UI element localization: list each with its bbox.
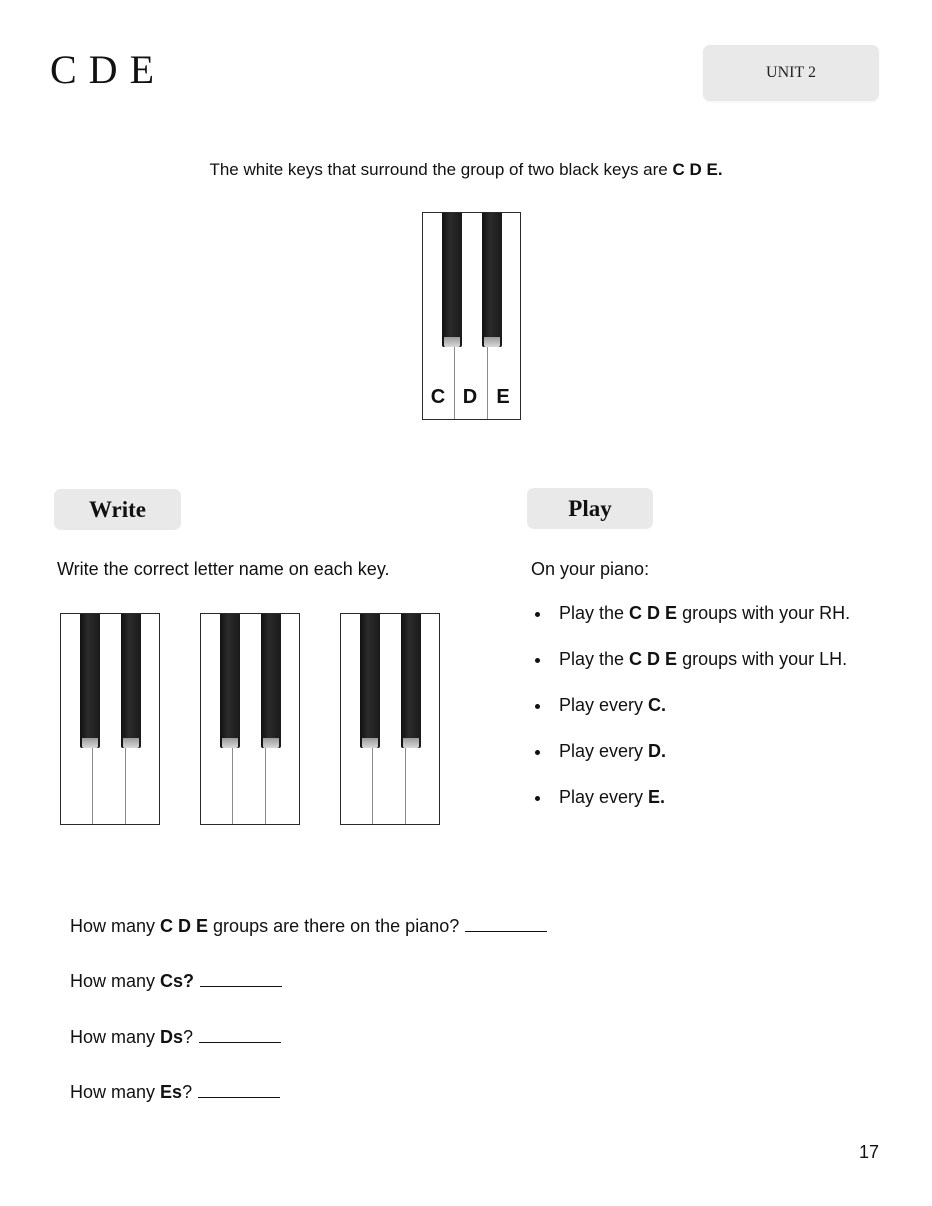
list-item-bold: D.	[648, 741, 667, 761]
list-item-text: Play the	[559, 649, 630, 669]
question-bold: Cs?	[160, 971, 195, 991]
intro-text	[0, 160, 932, 180]
question-bold: Es	[160, 1082, 183, 1102]
black-key	[220, 614, 240, 748]
key-label-e: E	[496, 386, 510, 408]
blank-keyboard-1	[60, 613, 160, 825]
list-item-bold: C D E	[629, 603, 678, 623]
page-number: 17	[859, 1142, 880, 1162]
question-text: ?	[183, 1027, 194, 1047]
key-label-c: C	[430, 386, 446, 408]
list-item-text: Play every	[559, 741, 649, 761]
question-bold: C D E	[160, 916, 209, 936]
unit-badge: UNIT 2	[703, 45, 879, 101]
intro-text-plain: The white keys that surround the group of two black keys are	[209, 160, 673, 179]
key-label-d: D	[462, 386, 478, 408]
black-key	[121, 614, 141, 748]
question-es	[70, 1082, 280, 1103]
list-item-text: groups with your RH.	[677, 603, 851, 623]
intro-text-bold: C D E.	[672, 160, 723, 179]
black-key	[261, 614, 281, 748]
list-item-bold: C.	[648, 695, 667, 715]
blank-keyboard-3	[340, 613, 440, 825]
question-text: How many	[70, 1082, 161, 1102]
list-item-text: Play every	[559, 695, 649, 715]
play-list	[533, 603, 850, 833]
question-cs	[70, 971, 282, 992]
list-item-bold: E.	[648, 787, 666, 807]
answer-blank[interactable]	[199, 1028, 281, 1043]
answer-blank[interactable]	[465, 917, 547, 932]
question-text: groups are there on the piano?	[208, 916, 460, 936]
question-text: How many	[70, 1027, 161, 1047]
labeled-keyboard-diagram	[422, 212, 521, 420]
write-heading: Write	[54, 489, 181, 530]
question-cde-groups	[70, 916, 547, 937]
question-text: How many	[70, 971, 161, 991]
black-key	[360, 614, 380, 748]
list-item-text: Play every	[559, 787, 649, 807]
black-key	[442, 213, 462, 347]
list-item	[533, 603, 850, 649]
answer-blank[interactable]	[198, 1083, 280, 1098]
list-item-text: Play the	[559, 603, 630, 623]
question-bold: Ds	[160, 1027, 184, 1047]
page-title: C D E	[50, 47, 155, 92]
play-instruction: On your piano:	[531, 559, 650, 579]
blank-keyboard-2	[200, 613, 300, 825]
question-text: ?	[182, 1082, 193, 1102]
question-text: How many	[70, 916, 161, 936]
play-heading: Play	[527, 488, 653, 529]
answer-blank[interactable]	[200, 972, 282, 987]
black-key	[80, 614, 100, 748]
black-key	[401, 614, 421, 748]
write-instruction: Write the correct letter name on each key.	[57, 559, 390, 579]
list-item	[533, 787, 850, 833]
list-item-text: groups with your LH.	[677, 649, 848, 669]
list-item	[533, 649, 850, 695]
list-item-bold: C D E	[629, 649, 678, 669]
list-item	[533, 695, 850, 741]
list-item	[533, 741, 850, 787]
question-ds	[70, 1027, 281, 1048]
black-key	[482, 213, 502, 347]
